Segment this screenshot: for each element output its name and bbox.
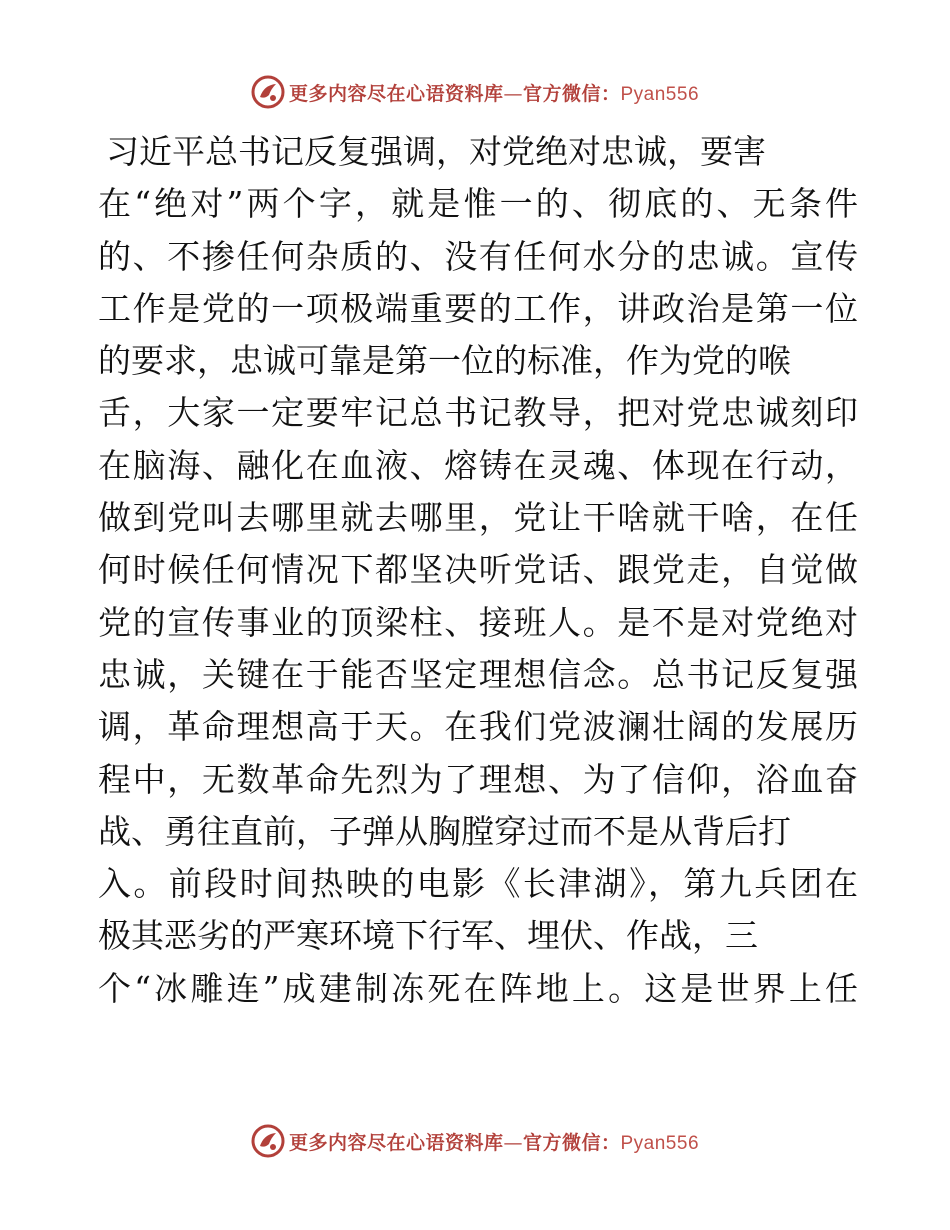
seal-logo-icon [251, 75, 285, 109]
text-line: 党的宣传事业的顶梁柱、接班人。是不是对党绝对 [98, 602, 858, 642]
footer-separator: — [503, 1131, 523, 1154]
text-line: 入。前段时间热映的电影《长津湖》，第九兵团在 [98, 864, 858, 904]
text-line: 在“绝对”两个字，就是惟一的、彻底的、无条件 [98, 184, 858, 224]
text-line: 的要求，忠诚可靠是第一位的标准，作为党的喉 [98, 341, 791, 381]
text-line: 做到党叫去哪里就去哪里，党让干啥就干啥，在任 [98, 498, 858, 538]
text-line: 习近平总书记反复强调，对党绝对忠诚，要害 [106, 132, 766, 171]
footer-wechat-id: Pyan556 [620, 1132, 700, 1154]
text-line: 程中，无数革命先烈为了理想、为了信仰，浴血奋 [98, 759, 858, 799]
text-line: 舌，大家一定要牢记总书记教导，把对党忠诚刻印 [98, 393, 858, 433]
text-line: 忠诚，关键在于能否坚定理想信念。总书记反复强 [98, 654, 858, 694]
text-line: 在脑海、融化在血液、熔铸在灵魂、体现在行动， [98, 445, 858, 485]
header-wechat-label: 官方微信： [522, 82, 621, 105]
text-line: 调，革命理想高于天。在我们党波澜壮阔的发展历 [98, 707, 858, 747]
text-line: 的、不掺任何杂质的、没有任何水分的忠诚。宣传 [98, 236, 858, 276]
header-banner [0, 72, 950, 112]
footer-wechat-label: 官方微信： [522, 1131, 621, 1154]
header-banner-text [289, 79, 699, 106]
text-line: 战、勇往直前，子弹从胸膛穿过而不是从背后打 [98, 811, 791, 851]
document-body [98, 126, 858, 1015]
header-separator: — [503, 82, 523, 105]
text-line: 工作是党的一项极端重要的工作，讲政治是第一位 [98, 288, 858, 328]
footer-banner-text [289, 1128, 699, 1155]
header-wechat-id: Pyan556 [620, 83, 700, 105]
text-line: 何时候任何情况下都坚决听党话、跟党走，自觉做 [98, 550, 858, 590]
footer-site-text: 更多内容尽在心语资料库 [288, 1131, 504, 1154]
text-line: 个“冰雕连”成建制冻死在阵地上。这是世界上任 [98, 968, 858, 1008]
seal-logo-icon [251, 1124, 285, 1158]
text-line: 极其恶劣的严寒环境下行军、埋伏、作战，三 [98, 916, 758, 956]
header-site-text: 更多内容尽在心语资料库 [288, 82, 504, 105]
footer-banner [0, 1121, 950, 1161]
